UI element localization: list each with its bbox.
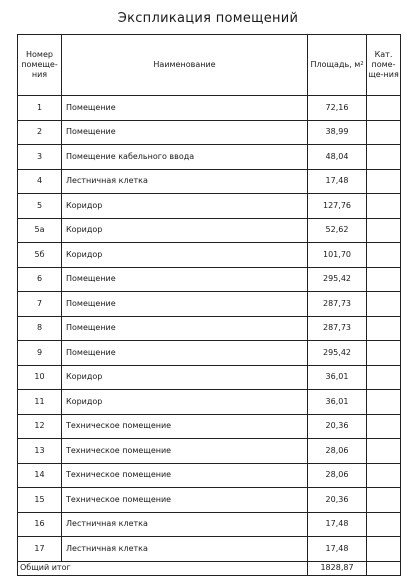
row-category <box>367 439 401 464</box>
row-name: Помещение <box>62 120 308 145</box>
row-area: 17,48 <box>308 169 367 194</box>
row-area: 28,06 <box>308 463 367 488</box>
row-number: 10 <box>18 365 62 390</box>
row-name: Помещение <box>62 267 308 292</box>
table-row <box>18 169 401 194</box>
row-area: 48,04 <box>308 145 367 170</box>
table-row <box>18 488 401 513</box>
row-name: Помещение <box>62 292 308 317</box>
row-area: 36,01 <box>308 390 367 415</box>
table-row <box>18 267 401 292</box>
header-area <box>308 35 367 96</box>
row-number: 5а <box>18 218 62 243</box>
row-name: Коридор <box>62 218 308 243</box>
row-category <box>367 267 401 292</box>
total-label: Общий итог <box>18 561 308 575</box>
table-row <box>18 512 401 537</box>
row-category <box>367 145 401 170</box>
row-category <box>367 537 401 562</box>
table-row <box>18 194 401 219</box>
header-area-label: Площадь, м <box>310 60 361 69</box>
row-category <box>367 463 401 488</box>
table-row <box>18 243 401 268</box>
header-category: Кат. поме-ще-ния <box>367 35 401 96</box>
row-number: 8 <box>18 316 62 341</box>
table-row <box>18 390 401 415</box>
row-name: Лестничная клетка <box>62 512 308 537</box>
row-number: 15 <box>18 488 62 513</box>
row-category <box>367 316 401 341</box>
table-row <box>18 218 401 243</box>
row-name: Коридор <box>62 365 308 390</box>
row-number: 6 <box>18 267 62 292</box>
row-number: 1 <box>18 96 62 121</box>
row-area: 28,06 <box>308 439 367 464</box>
row-area: 20,36 <box>308 488 367 513</box>
table-row <box>18 96 401 121</box>
row-number: 5б <box>18 243 62 268</box>
row-area: 287,73 <box>308 292 367 317</box>
row-category <box>367 292 401 317</box>
row-name: Техническое помещение <box>62 414 308 439</box>
row-area: 20,36 <box>308 414 367 439</box>
row-category <box>367 194 401 219</box>
row-area: 287,73 <box>308 316 367 341</box>
row-category <box>367 414 401 439</box>
row-number: 7 <box>18 292 62 317</box>
row-number: 12 <box>18 414 62 439</box>
row-name: Коридор <box>62 194 308 219</box>
row-name: Коридор <box>62 243 308 268</box>
row-category <box>367 243 401 268</box>
row-area: 295,42 <box>308 267 367 292</box>
row-category <box>367 390 401 415</box>
table-row <box>18 365 401 390</box>
row-number: 17 <box>18 537 62 562</box>
row-area: 295,42 <box>308 341 367 366</box>
row-name: Техническое помещение <box>62 463 308 488</box>
row-number: 3 <box>18 145 62 170</box>
table-row <box>18 439 401 464</box>
row-area: 38,99 <box>308 120 367 145</box>
row-number: 11 <box>18 390 62 415</box>
header-name: Наименование <box>62 35 308 96</box>
row-area: 17,48 <box>308 537 367 562</box>
row-area: 36,01 <box>308 365 367 390</box>
row-number: 9 <box>18 341 62 366</box>
header-row <box>18 35 401 96</box>
row-name: Коридор <box>62 390 308 415</box>
row-number: 16 <box>18 512 62 537</box>
header-area-sup: 2 <box>360 61 364 67</box>
table-row <box>18 341 401 366</box>
row-name: Техническое помещение <box>62 439 308 464</box>
table-row <box>18 537 401 562</box>
total-category <box>367 561 401 575</box>
row-area: 101,70 <box>308 243 367 268</box>
row-area: 72,16 <box>308 96 367 121</box>
row-number: 4 <box>18 169 62 194</box>
row-name: Помещение <box>62 96 308 121</box>
row-name: Лестничная клетка <box>62 169 308 194</box>
row-number: 14 <box>18 463 62 488</box>
row-name: Помещение <box>62 341 308 366</box>
table-row <box>18 120 401 145</box>
row-name: Помещение <box>62 316 308 341</box>
row-category <box>367 218 401 243</box>
page-title: Экспликация помещений <box>117 11 299 26</box>
row-name: Помещение кабельного ввода <box>62 145 308 170</box>
table-row <box>18 292 401 317</box>
table-row <box>18 145 401 170</box>
row-area: 17,48 <box>308 512 367 537</box>
row-category <box>367 365 401 390</box>
row-category <box>367 488 401 513</box>
row-name: Техническое помещение <box>62 488 308 513</box>
header-number: Номер помеще-ния <box>18 35 62 96</box>
row-number: 2 <box>18 120 62 145</box>
table-row <box>18 414 401 439</box>
row-area: 52,62 <box>308 218 367 243</box>
explication-table <box>17 34 401 576</box>
row-category <box>367 512 401 537</box>
total-area: 1828,87 <box>308 561 367 575</box>
row-category <box>367 96 401 121</box>
row-category <box>367 341 401 366</box>
total-row <box>18 561 401 575</box>
row-number: 13 <box>18 439 62 464</box>
row-area: 127,76 <box>308 194 367 219</box>
row-category <box>367 169 401 194</box>
table-row <box>18 463 401 488</box>
row-category <box>367 120 401 145</box>
table-row <box>18 316 401 341</box>
row-name: Лестничная клетка <box>62 537 308 562</box>
row-number: 5 <box>18 194 62 219</box>
